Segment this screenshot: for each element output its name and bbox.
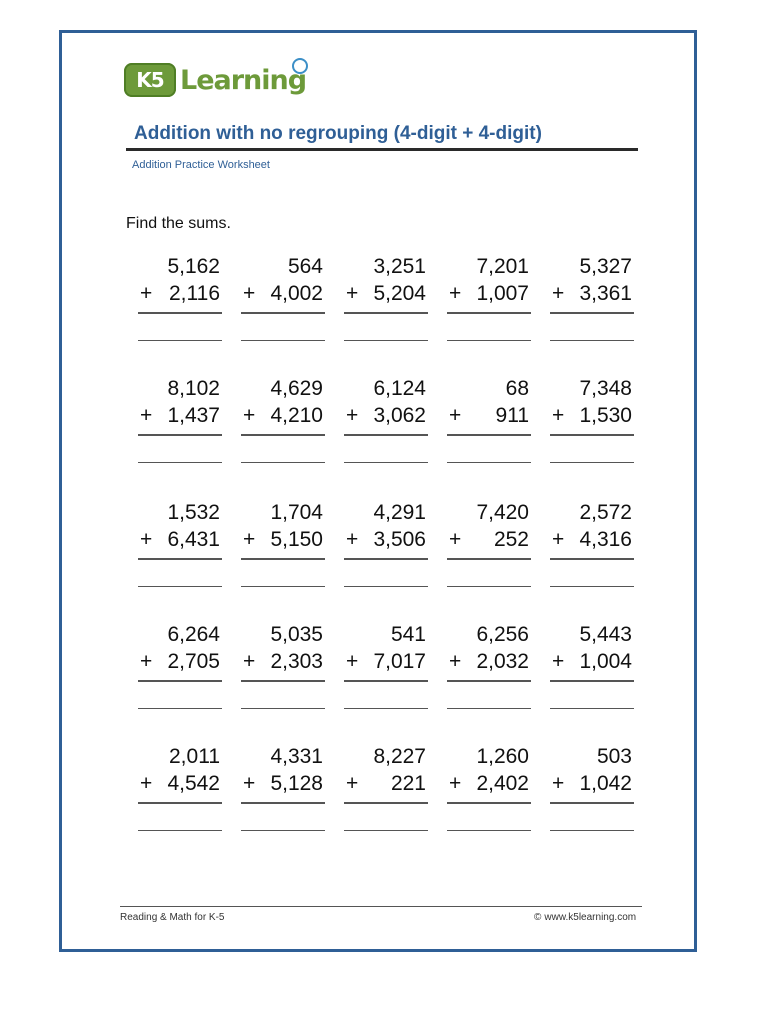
answer-line [447, 586, 531, 587]
top-addend: 3,251 [373, 255, 426, 278]
top-addend: 1,260 [476, 745, 529, 768]
answer-line [241, 586, 325, 587]
plus-sign: + [449, 772, 462, 795]
sum-line [344, 312, 428, 314]
plus-sign: + [243, 772, 256, 795]
answer-line [447, 830, 531, 831]
sum-line [241, 312, 325, 314]
bottom-addend: 6,431 [167, 528, 220, 551]
top-addend: 541 [390, 623, 426, 646]
answer-line [550, 462, 634, 463]
sum-line [550, 312, 634, 314]
addition-problem [138, 255, 226, 355]
top-addend: 564 [287, 255, 323, 278]
addition-problem [447, 255, 535, 355]
addition-problem [138, 745, 226, 845]
bottom-addend: 1,004 [579, 650, 632, 673]
bottom-addend: 5,150 [270, 528, 323, 551]
footer-website [534, 912, 636, 923]
top-addend: 6,264 [167, 623, 220, 646]
top-addend: 2,572 [579, 501, 632, 524]
sum-line [447, 558, 531, 560]
addition-problem [344, 623, 432, 723]
answer-line [550, 708, 634, 709]
bottom-addend: 2,303 [270, 650, 323, 673]
instructions: Find the sums. [126, 215, 231, 232]
top-addend: 7,201 [476, 255, 529, 278]
sum-line [241, 434, 325, 436]
answer-line [344, 708, 428, 709]
top-addend: 5,035 [270, 623, 323, 646]
addition-problem [241, 377, 329, 477]
logo-wordmark: Learning [180, 64, 307, 96]
addition-problem [241, 623, 329, 723]
bottom-addend: 1,530 [579, 404, 632, 427]
sum-line [241, 558, 325, 560]
answer-line [138, 830, 222, 831]
sum-line [344, 680, 428, 682]
answer-line [550, 586, 634, 587]
bottom-addend: 4,002 [270, 282, 323, 305]
plus-sign: + [140, 650, 153, 673]
top-addend: 5,443 [579, 623, 632, 646]
answer-line [241, 340, 325, 341]
top-addend: 5,162 [167, 255, 220, 278]
top-addend: 7,348 [579, 377, 632, 400]
plus-sign: + [140, 282, 153, 305]
addition-problem [550, 623, 638, 723]
bottom-addend: 2,705 [167, 650, 220, 673]
plus-sign: + [346, 282, 359, 305]
plus-sign: + [243, 528, 256, 551]
plus-sign: + [552, 650, 565, 673]
bottom-addend: 4,316 [579, 528, 632, 551]
addition-problem [241, 745, 329, 845]
plus-sign: + [552, 772, 565, 795]
top-addend: 1,704 [270, 501, 323, 524]
copyright-icon: © [534, 912, 542, 923]
bottom-addend: 4,210 [270, 404, 323, 427]
plus-sign: + [140, 772, 153, 795]
addition-problem [550, 377, 638, 477]
globe-icon [292, 58, 308, 74]
footer-divider [120, 906, 642, 907]
footer-url: www.k5learning.com [544, 912, 637, 923]
top-addend: 503 [596, 745, 632, 768]
answer-line [344, 462, 428, 463]
bottom-addend: 3,361 [579, 282, 632, 305]
plus-sign: + [243, 282, 256, 305]
plus-sign: + [346, 650, 359, 673]
sum-line [138, 680, 222, 682]
answer-line [344, 830, 428, 831]
addition-problem [344, 745, 432, 845]
addition-problem [138, 377, 226, 477]
bottom-addend: 221 [390, 772, 426, 795]
title-divider [126, 148, 638, 151]
sum-line [550, 802, 634, 804]
sum-line [138, 434, 222, 436]
answer-line [138, 708, 222, 709]
worksheet-subtitle: Addition Practice Worksheet [132, 159, 270, 171]
sum-line [447, 802, 531, 804]
plus-sign: + [449, 282, 462, 305]
sum-line [447, 680, 531, 682]
bottom-addend: 1,437 [167, 404, 220, 427]
addition-problem [344, 255, 432, 355]
plus-sign: + [243, 404, 256, 427]
sum-line [344, 802, 428, 804]
worksheet-title: Addition with no regrouping (4-digit + 4-digit) [134, 123, 542, 144]
answer-line [138, 340, 222, 341]
top-addend: 68 [505, 377, 529, 400]
answer-line [138, 586, 222, 587]
footer-tagline: Reading & Math for K-5 [120, 912, 225, 923]
plus-sign: + [552, 404, 565, 427]
answer-line [550, 830, 634, 831]
answer-line [241, 462, 325, 463]
answer-line [550, 340, 634, 341]
plus-sign: + [449, 528, 462, 551]
plus-sign: + [449, 404, 462, 427]
plus-sign: + [346, 772, 359, 795]
sum-line [550, 680, 634, 682]
addition-problem [241, 255, 329, 355]
addition-problem [344, 501, 432, 601]
plus-sign: + [449, 650, 462, 673]
bottom-addend: 3,506 [373, 528, 426, 551]
bottom-addend: 911 [495, 404, 529, 427]
bottom-addend: 2,116 [169, 282, 220, 305]
bottom-addend: 5,128 [270, 772, 323, 795]
addition-problem [447, 377, 535, 477]
answer-line [344, 586, 428, 587]
bottom-addend: 2,032 [476, 650, 529, 673]
top-addend: 4,291 [373, 501, 426, 524]
sum-line [550, 434, 634, 436]
answer-line [447, 462, 531, 463]
sum-line [138, 312, 222, 314]
plus-sign: + [140, 528, 153, 551]
logo-badge [124, 63, 176, 97]
top-addend: 6,124 [373, 377, 426, 400]
worksheet-page [59, 30, 697, 952]
plus-sign: + [140, 404, 153, 427]
sum-line [550, 558, 634, 560]
plus-sign: + [552, 282, 565, 305]
top-addend: 4,629 [270, 377, 323, 400]
answer-line [447, 340, 531, 341]
addition-problem [241, 501, 329, 601]
top-addend: 1,532 [167, 501, 220, 524]
addition-problem [344, 377, 432, 477]
bottom-addend: 1,007 [476, 282, 529, 305]
plus-sign: + [552, 528, 565, 551]
problems-grid [138, 255, 638, 855]
bottom-addend: 3,062 [373, 404, 426, 427]
logo-badge-text: K5 [136, 68, 164, 92]
addition-problem [138, 501, 226, 601]
sum-line [138, 802, 222, 804]
sum-line [241, 680, 325, 682]
plus-sign: + [346, 404, 359, 427]
bottom-addend: 2,402 [476, 772, 529, 795]
addition-problem [447, 745, 535, 845]
answer-line [241, 708, 325, 709]
top-addend: 5,327 [579, 255, 632, 278]
top-addend: 6,256 [476, 623, 529, 646]
bottom-addend: 4,542 [167, 772, 220, 795]
k5-learning-logo [124, 62, 306, 98]
answer-line [447, 708, 531, 709]
addition-problem [550, 745, 638, 845]
sum-line [344, 558, 428, 560]
sum-line [447, 434, 531, 436]
top-addend: 4,331 [270, 745, 323, 768]
bottom-addend: 252 [493, 528, 529, 551]
addition-problem [447, 623, 535, 723]
addition-problem [138, 623, 226, 723]
answer-line [344, 340, 428, 341]
answer-line [241, 830, 325, 831]
addition-problem [550, 255, 638, 355]
sum-line [447, 312, 531, 314]
top-addend: 8,102 [167, 377, 220, 400]
top-addend: 2,011 [169, 745, 220, 768]
top-addend: 7,420 [476, 501, 529, 524]
answer-line [138, 462, 222, 463]
plus-sign: + [243, 650, 256, 673]
sum-line [241, 802, 325, 804]
bottom-addend: 5,204 [373, 282, 426, 305]
sum-line [138, 558, 222, 560]
addition-problem [550, 501, 638, 601]
addition-problem [447, 501, 535, 601]
sum-line [344, 434, 428, 436]
top-addend: 8,227 [373, 745, 426, 768]
bottom-addend: 1,042 [579, 772, 632, 795]
bottom-addend: 7,017 [373, 650, 426, 673]
plus-sign: + [346, 528, 359, 551]
